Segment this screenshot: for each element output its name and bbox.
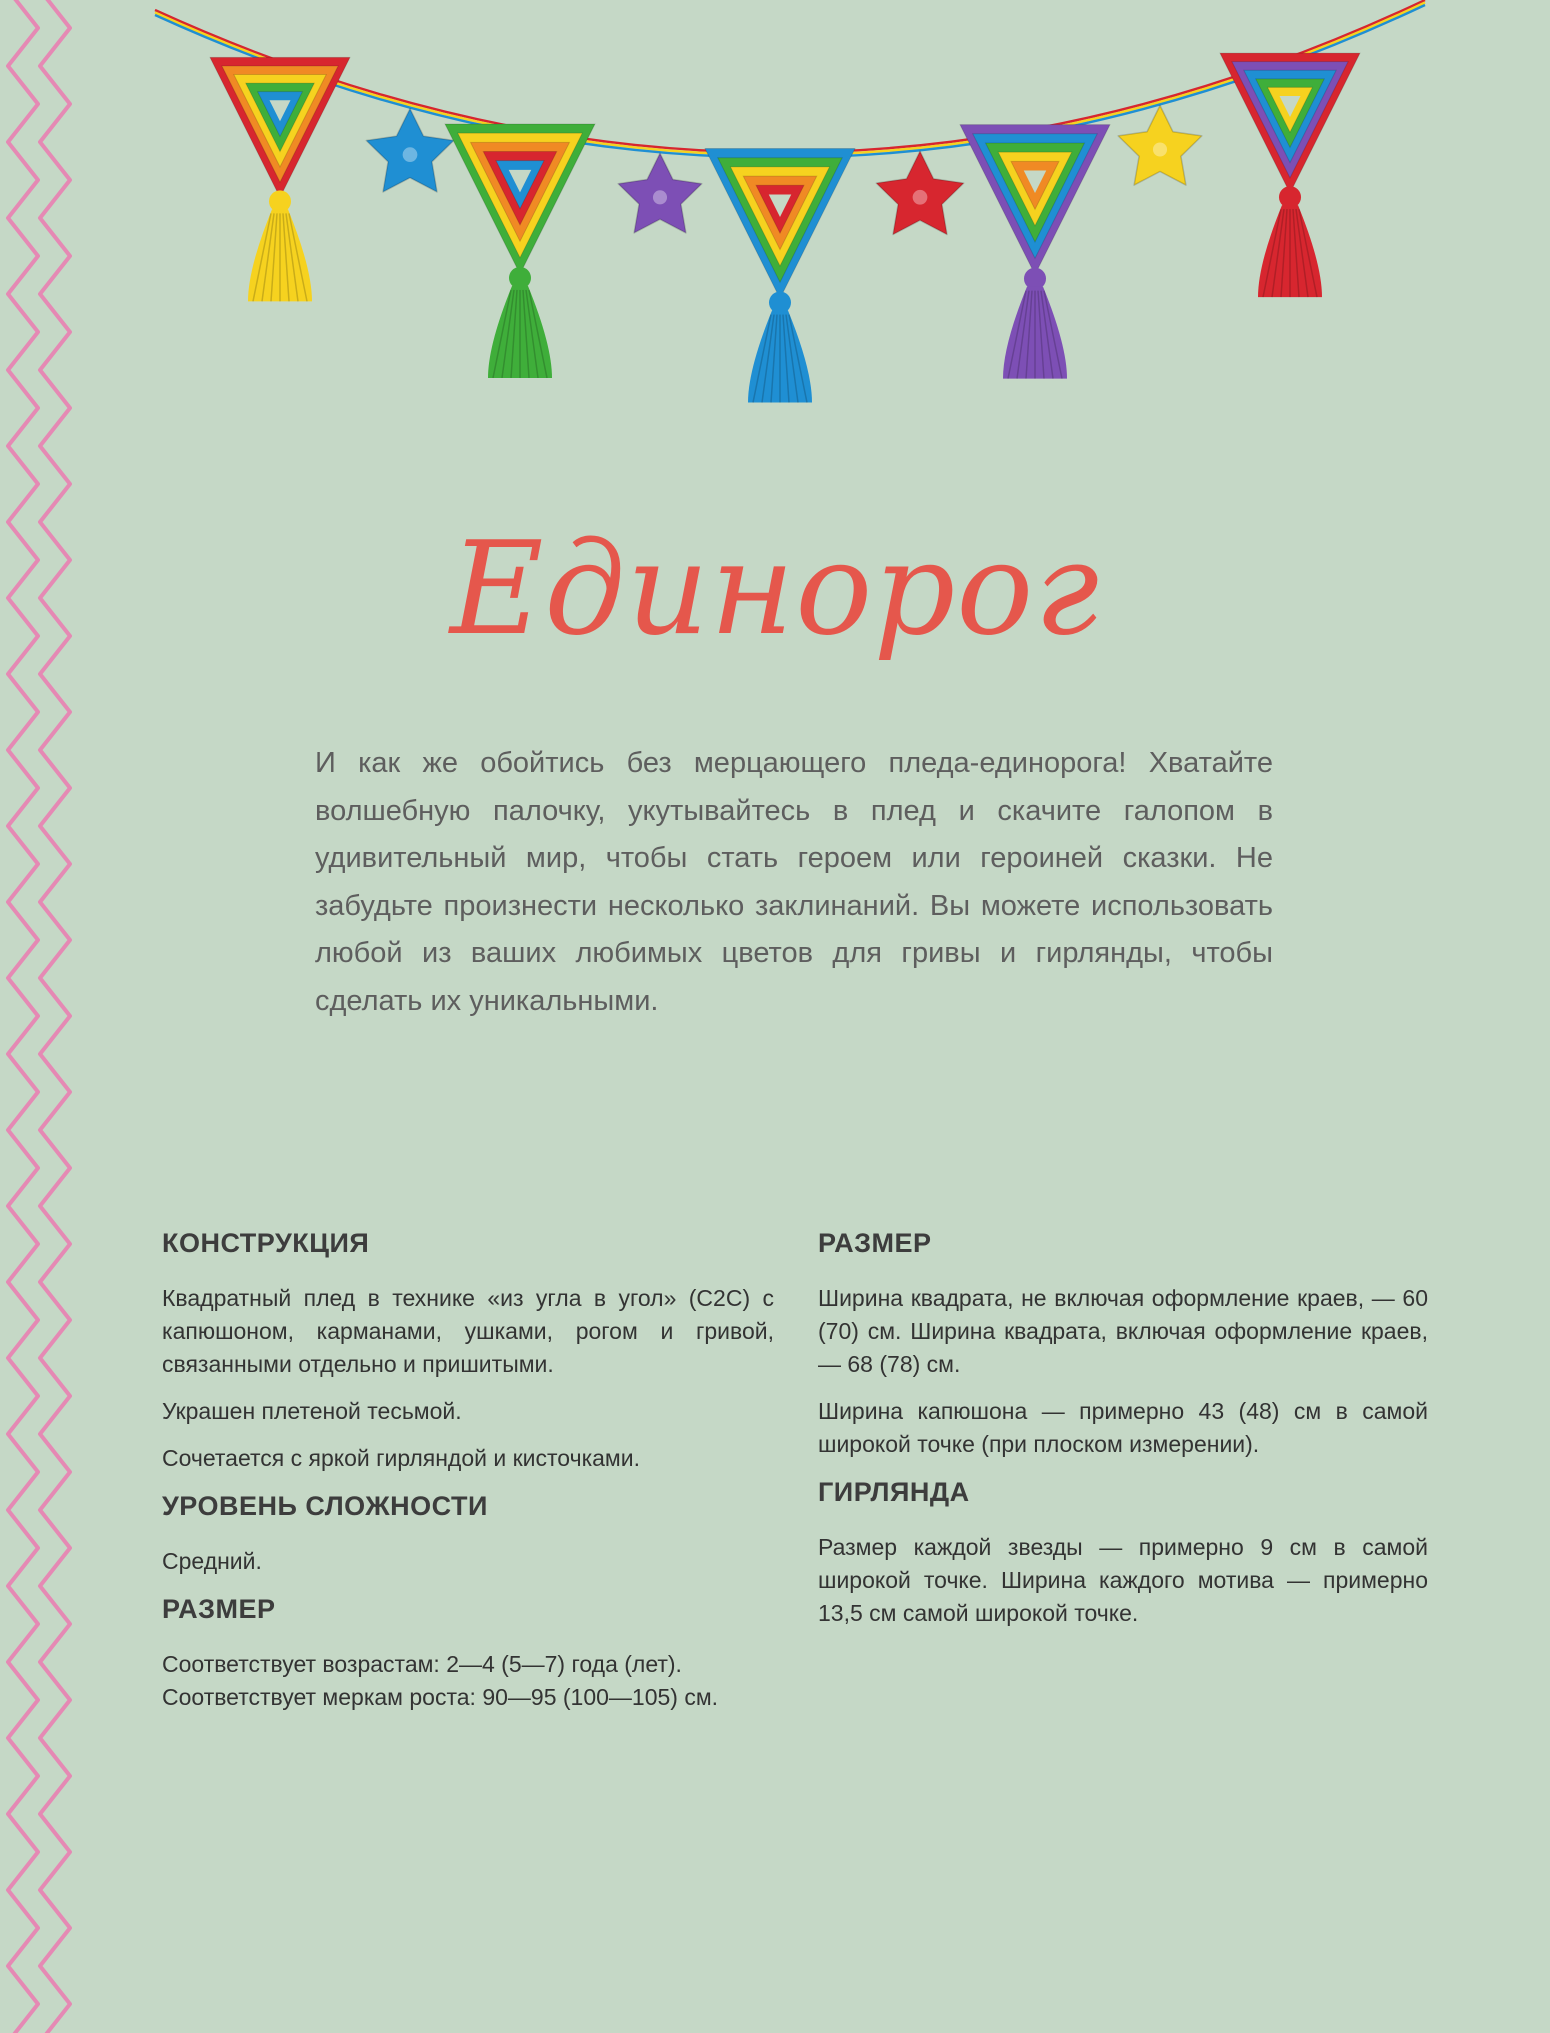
star-center	[913, 190, 928, 205]
zigzag-line	[8, 0, 38, 2033]
size-text-1: Ширина квадрата, не включая оформление краев, — 60 (70) см. Ширина квадрата, включая оформление краев, — 68 (78) см.	[818, 1285, 1428, 1377]
tassel	[1258, 186, 1322, 297]
tassel	[1003, 268, 1067, 379]
star-center	[1153, 142, 1167, 156]
star-center	[403, 147, 418, 162]
triangle-pennant	[705, 149, 855, 299]
left-column	[162, 1226, 774, 1728]
size-ages: Соответствует возрастам: 2—4 (5—7) года (лет).	[162, 1651, 682, 1677]
garland-text: Размер каждой звезды — примерно 9 см в самой широкой точке. Ширина каждого мотива — примерно 13,5 см самой широкой точке.	[818, 1534, 1428, 1626]
construction-text-2: Украшен плетеной тесьмой.	[162, 1398, 462, 1424]
triangle-pennant	[960, 125, 1110, 275]
star-center	[653, 190, 667, 204]
garland-heading: ГИРЛЯНДА	[818, 1477, 970, 1507]
triangle-pennant	[210, 57, 350, 197]
size-heading-right: РАЗМЕР	[818, 1228, 932, 1258]
construction-text-3: Сочетается с яркой гирляндой и кисточками.	[162, 1445, 640, 1471]
triangle-pennant	[445, 124, 595, 274]
pink-zigzag-border	[0, 0, 82, 2033]
right-column	[818, 1226, 1428, 1644]
size-text-2: Ширина капюшона — примерно 43 (48) см в самой широкой точке (при плоском измерении).	[818, 1398, 1428, 1457]
zigzag-line	[40, 0, 70, 2033]
construction-heading: КОНСТРУКЦИЯ	[162, 1228, 370, 1258]
page-title: Единорог	[449, 515, 1101, 664]
size-height: Соответствует меркам роста: 90—95 (100—105) см.	[162, 1684, 719, 1710]
crochet-garland-image	[150, 0, 1430, 460]
triangle-pennant	[1220, 53, 1360, 193]
construction-text-1: Квадратный плед в технике «из угла в угол» (C2C) с капюшоном, карманами, ушками, рогом и гривой, связанными отдельно и пришитыми.	[162, 1285, 774, 1377]
difficulty-text: Средний.	[162, 1548, 262, 1574]
difficulty-heading: УРОВЕНЬ СЛОЖНОСТИ	[162, 1491, 488, 1521]
tassel	[248, 190, 312, 301]
intro-paragraph: И как же обойтись без мерцающего пледа-единорога! Хватайте волшебную палочку, укутывайтесь в плед и скачите галопом в удивительный мир, чтобы стать героем или героиней сказки. Не забудьте произнести несколько заклинаний. Вы можете использовать любой из ваших любимых цветов для гривы и гирлянды, чтобы сделать их уникальными.	[315, 747, 1273, 1017]
tassel	[488, 267, 552, 378]
size-heading-left: РАЗМЕР	[162, 1594, 276, 1624]
tassel	[748, 292, 812, 403]
